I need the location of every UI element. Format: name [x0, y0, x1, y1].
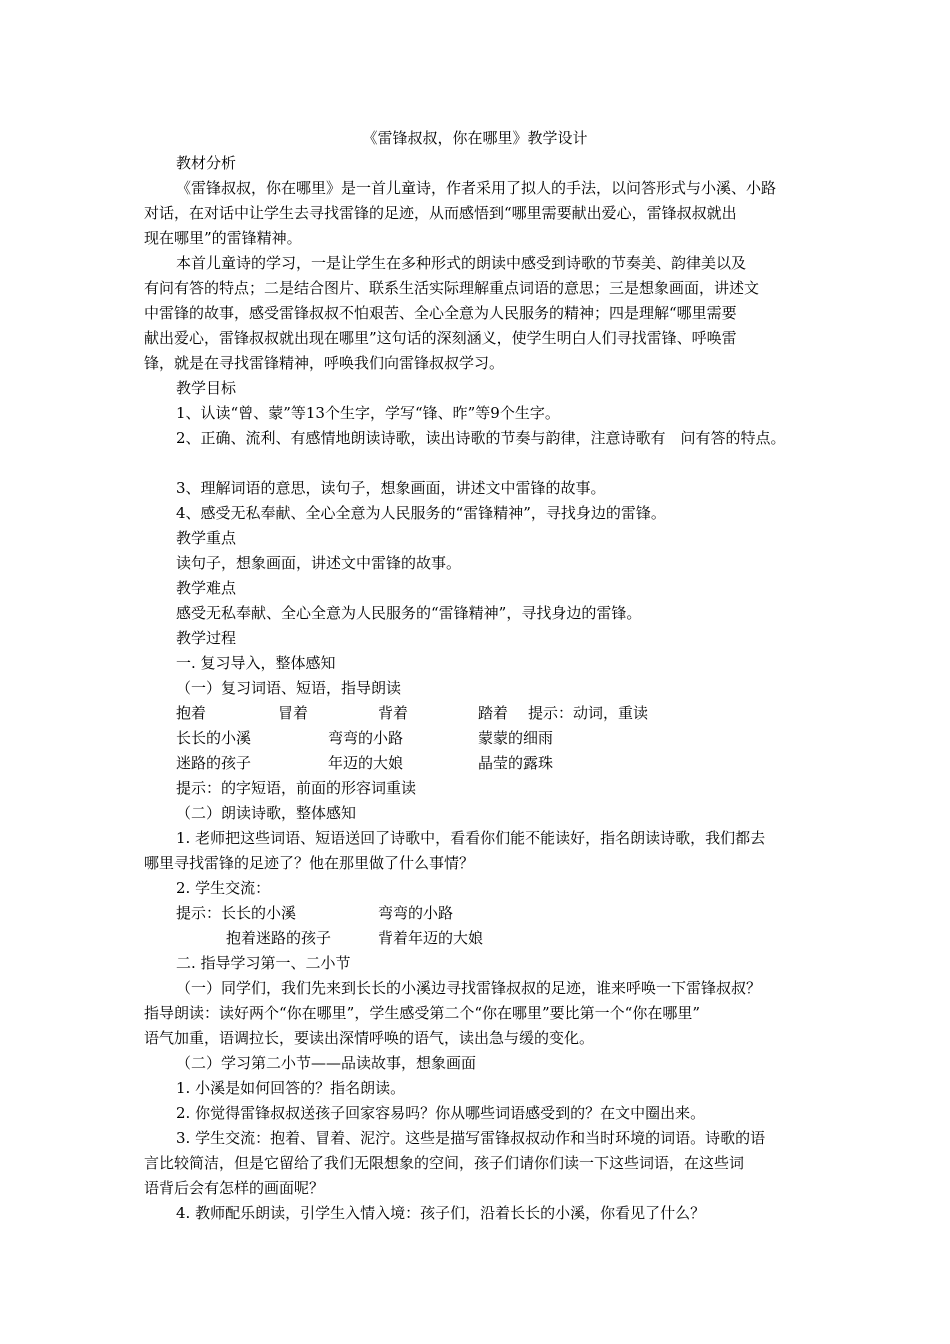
- exchange-cell: 提示：长长的小溪: [176, 904, 297, 922]
- exchange-cell: 弯弯的小路: [378, 904, 454, 922]
- paragraph-line: 指导朗读：读好两个“你在哪里”，学生感受第二个“你在哪里”要比第一个“你在哪里”: [144, 1004, 701, 1022]
- exchange-cell: 抱着迷路的孩子: [226, 929, 332, 947]
- word-cell: 蒙蒙的细雨: [478, 729, 554, 747]
- word-cell: 迷路的孩子: [176, 754, 252, 772]
- paragraph-line: （一）同学们，我们先来到长长的小溪边寻找雷锋叔叔的足迹，谁来呼唤一下雷锋叔叔？: [176, 979, 762, 997]
- key-text: 读句子，想象画面，讲述文中雷锋的故事。: [176, 554, 462, 572]
- paragraph-line: 语背后会有怎样的画面呢？: [144, 1179, 325, 1197]
- word-hint: 提示：动词，重读: [528, 704, 649, 722]
- part1-sub2: （二）朗读诗歌，整体感知: [176, 804, 357, 822]
- part2-item: 1. 小溪是如何回答的？指名朗读。: [176, 1079, 406, 1097]
- paragraph-line: 中雷锋的故事，感受雷锋叔叔不怕艰苦、全心全意为人民服务的精神；四是理解“哪里需要: [144, 304, 737, 322]
- words-hint: 提示：的字短语，前面的形容词重读: [176, 779, 417, 797]
- part1-sub1: （一）复习词语、短语，指导朗读: [176, 679, 402, 697]
- part1-heading: 一. 复习导入，整体感知: [176, 654, 336, 672]
- paragraph-line: 哪里寻找雷锋的足迹了？他在那里做了什么事情？: [144, 854, 475, 872]
- paragraph-line: 言比较简洁，但是它留给了我们无限想象的空间，孩子们请你们读一下这些词语，在这些词: [144, 1154, 745, 1172]
- paragraph-line: 语气加重，语调拉长，要读出深情呼唤的语气，读出急与缓的变化。: [144, 1029, 595, 1047]
- goal-item: 2、正确、流利、有感情地朗读诗歌，读出诗歌的节奏与韵律，注意诗歌有 问有答的特点。: [176, 429, 786, 447]
- word-cell: 晶莹的露珠: [478, 754, 554, 772]
- part2-sub2: （二）学习第二小节——品读故事，想象画面: [176, 1054, 477, 1072]
- word-cell: 弯弯的小路: [328, 729, 404, 747]
- difficulty-heading: 教学难点: [176, 579, 237, 597]
- analysis-heading: 教材分析: [176, 154, 237, 172]
- word-cell: 长长的小溪: [176, 729, 252, 747]
- part1-item2: 2. 学生交流：: [176, 879, 271, 897]
- paragraph-line: 本首儿童诗的学习，一是让学生在多种形式的朗读中感受到诗歌的节奏美、韵律美以及: [176, 254, 747, 272]
- paragraph-line: 3. 学生交流：抱着、冒着、泥泞。这些是描写雷锋叔叔动作和当时环境的词语。诗歌的语: [176, 1129, 766, 1147]
- paragraph-line: 有问有答的特点；二是结合图片、联系生活实际理解重点词语的意思；三是想象画面，讲述文: [144, 279, 760, 297]
- paragraph-line: 《雷锋叔叔，你在哪里》是一首儿童诗，作者采用了拟人的手法，以问答形式与小溪、小路: [176, 179, 777, 197]
- part2-item: 2. 你觉得雷锋叔叔送孩子回家容易吗？你从哪些词语感受到的？在文中圈出来。: [176, 1104, 706, 1122]
- paragraph-line: 献出爱心，雷锋叔叔就出现在哪里”这句话的深刻涵义，使学生明白人们寻找雷锋、呼唤雷: [144, 329, 737, 347]
- paragraph-line: 现在哪里”的雷锋精神。: [144, 229, 302, 247]
- document-title: 《雷锋叔叔，你在哪里》教学设计: [362, 129, 588, 147]
- paragraph-line: 对话，在对话中让学生去寻找雷锋的足迹，从而感悟到“哪里需要献出爱心，雷锋叔叔就出: [144, 204, 737, 222]
- paragraph-line: 1. 老师把这些词语、短语送回了诗歌中，看看你们能不能读好，指名朗读诗歌，我们都去: [176, 829, 766, 847]
- word-cell: 抱着: [176, 704, 207, 722]
- exchange-cell: 背着年迈的大娘: [378, 929, 484, 947]
- goals-heading: 教学目标: [176, 379, 237, 397]
- part2-item: 4. 教师配乐朗读，引学生入情入境：孩子们，沿着长长的小溪，你看见了什么？: [176, 1204, 706, 1222]
- process-heading: 教学过程: [176, 629, 237, 647]
- part2-heading: 二. 指导学习第一、二小节: [176, 954, 351, 972]
- word-cell: 踏着: [478, 704, 509, 722]
- goal-item: 3、理解词语的意思，读句子，想象画面，讲述文中雷锋的故事。: [176, 479, 606, 497]
- word-cell: 背着: [378, 704, 409, 722]
- word-cell: 年迈的大娘: [328, 754, 404, 772]
- key-heading: 教学重点: [176, 529, 237, 547]
- paragraph-line: 锋，就是在寻找雷锋精神，呼唤我们向雷锋叔叔学习。: [144, 354, 505, 372]
- word-cell: 冒着: [278, 704, 309, 722]
- goal-item: 4、感受无私奉献、全心全意为人民服务的“雷锋精神”，寻找身边的雷锋。: [176, 504, 666, 522]
- goal-item: 1、认读“曾、蒙”等13个生字，学写“锋、昨”等9个生字。: [176, 404, 560, 422]
- difficulty-text: 感受无私奉献、全心全意为人民服务的“雷锋精神”，寻找身边的雷锋。: [176, 604, 642, 622]
